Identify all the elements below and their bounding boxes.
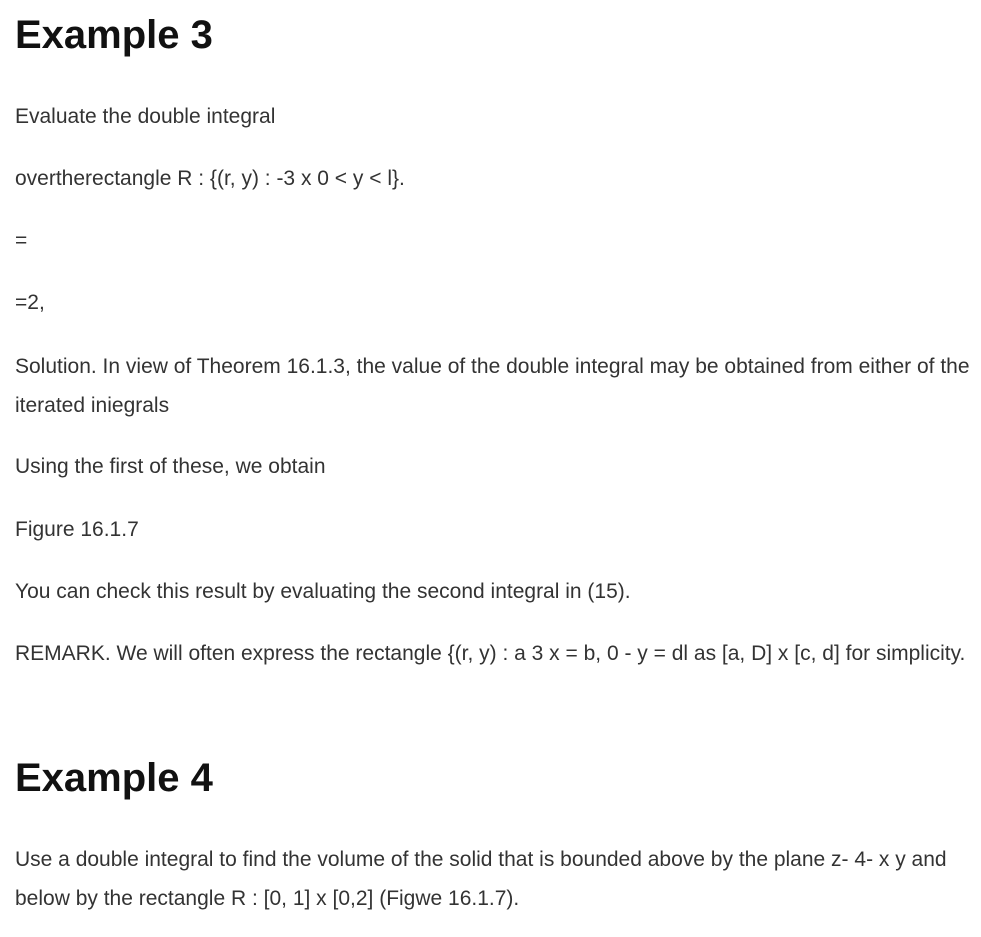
figure-caption: Figure 16.1.7 <box>15 518 139 541</box>
example-3-heading: Example 3 <box>15 13 213 57</box>
example-3-using-first: Using the first of these, we obtain <box>15 455 326 478</box>
example-3-equals-line: = <box>15 229 28 252</box>
example-3-region: overtherectangle R : {(r, y) : -3 x 0 < y < l}. <box>15 167 405 190</box>
example-4-prompt: Use a double integral to find the volume of the solid that is bounded above by the plane z- 4- x y and below by the rectangle R : [0, 1] x [0,2] (Figwe 16.1.7). <box>15 848 947 910</box>
example-3-result-line: =2, <box>15 291 45 314</box>
example-4-heading: Example 4 <box>15 756 213 800</box>
example-3-remark: REMARK. We will often express the rectangle {(r, y) : a 3 x = b, 0 - y = dl as [a, D] x [c, d] for simplicity. <box>15 642 966 665</box>
example-3-prompt: Evaluate the double integral <box>15 105 276 128</box>
example-3-check-note: You can check this result by evaluating the second integral in (15). <box>15 580 631 603</box>
example-3-solution: Solution. In view of Theorem 16.1.3, the value of the double integral may be obtained from either of the iterated iniegrals <box>15 355 970 417</box>
